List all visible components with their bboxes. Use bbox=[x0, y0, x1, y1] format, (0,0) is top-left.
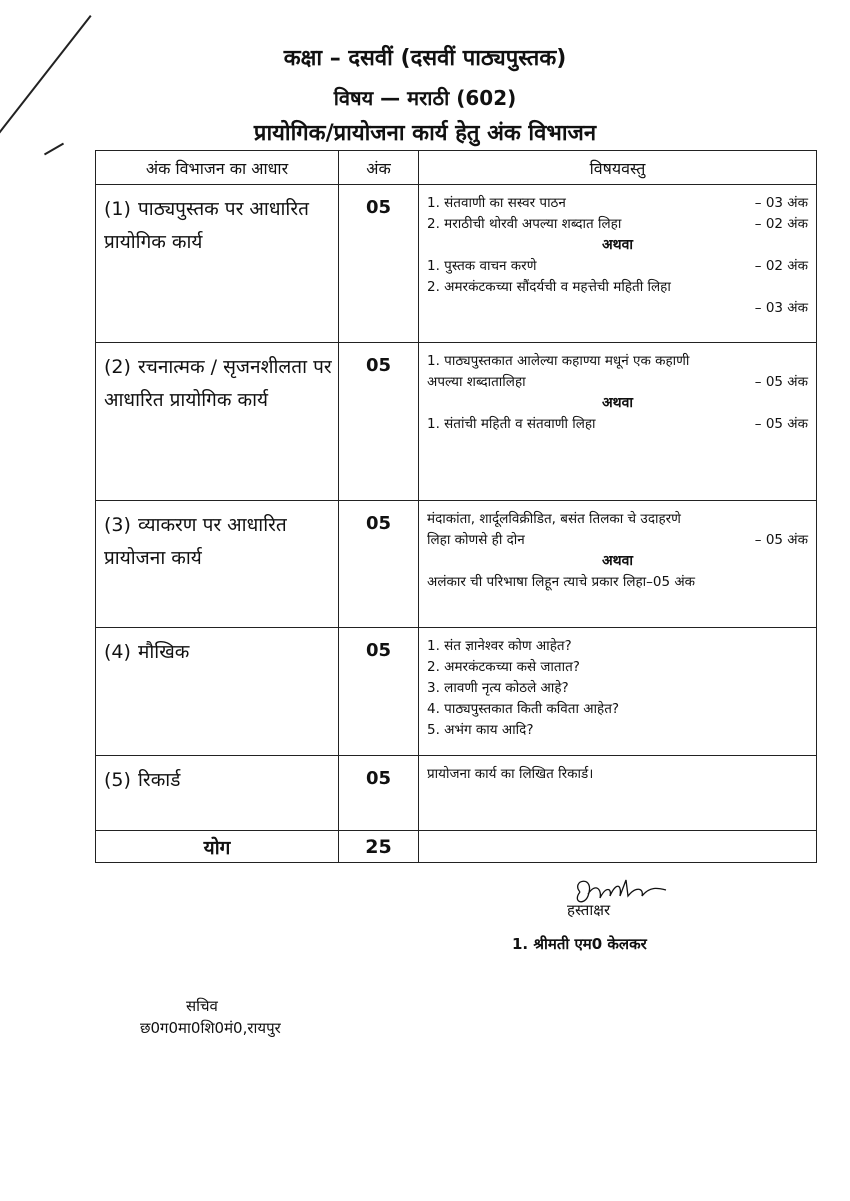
basis-text: रचनात्मक / सृजनशीलता पर आधारित प्रायोगिक कार्य bbox=[104, 356, 332, 412]
content-item bbox=[427, 509, 808, 530]
or-separator: अथवा bbox=[601, 395, 634, 412]
marks-cell: 05 bbox=[339, 755, 419, 830]
content-cell bbox=[419, 343, 817, 500]
basis-cell bbox=[96, 500, 339, 627]
content-item bbox=[427, 530, 808, 551]
item-text: मंदाकांता, शार्दूलविक्रीडित, बसंत तिलका चे उदाहरणे bbox=[427, 510, 681, 527]
item-marks bbox=[802, 764, 808, 785]
total-empty-cell bbox=[419, 831, 817, 863]
content-item bbox=[427, 256, 808, 277]
basis-text: पाठ्यपुस्तक पर आधारित प्रायोगिक कार्य bbox=[104, 198, 309, 253]
item-text: 4. पाठ्यपुस्तकात किती कविता आहेत? bbox=[427, 701, 620, 718]
item-text: लिहा कोणसे ही दोन bbox=[427, 531, 525, 548]
item-text: प्रायोजना कार्य का लिखित रिकार्ड। bbox=[427, 765, 594, 782]
content-item bbox=[427, 720, 808, 741]
table-row bbox=[96, 185, 817, 343]
signer-name: 1. श्रीमती एम0 केलकर bbox=[512, 935, 647, 953]
office-name: छ0ग0मा0शि0मं0,रायपुर bbox=[140, 1019, 281, 1037]
item-marks: – 05 अंक bbox=[754, 374, 808, 391]
row-number: (4) bbox=[104, 641, 131, 664]
column-header-marks: अंक bbox=[339, 151, 419, 185]
marks-distribution-table bbox=[95, 150, 817, 863]
total-label: योग bbox=[96, 831, 339, 863]
item-text: 1. संतांची महिती व संतवाणी लिहा bbox=[427, 416, 596, 433]
item-marks bbox=[802, 699, 808, 720]
basis-text: रिकार्ड bbox=[138, 768, 181, 791]
item-text: 5. अभंग काय आदि? bbox=[427, 722, 534, 739]
marks-cell: 05 bbox=[339, 500, 419, 627]
table-row bbox=[96, 755, 817, 830]
item-text: अपल्या शब्दातालिहा bbox=[427, 374, 526, 391]
item-marks bbox=[802, 636, 808, 657]
content-cell bbox=[419, 500, 817, 627]
row-number: (2) bbox=[104, 356, 131, 379]
item-marks bbox=[802, 572, 808, 593]
basis-text: मौखिक bbox=[138, 641, 190, 664]
item-text: 1. संत ज्ञानेश्वर कोण आहेत? bbox=[427, 638, 572, 655]
content-item bbox=[427, 414, 808, 435]
total-marks: 25 bbox=[339, 831, 419, 863]
marks-cell: 05 bbox=[339, 343, 419, 500]
table-row bbox=[96, 628, 817, 755]
basis-text: व्याकरण पर आधारित प्रायोजना कार्य bbox=[104, 513, 287, 569]
or-separator: अथवा bbox=[601, 552, 634, 569]
content-item bbox=[427, 636, 808, 657]
item-text: 1. पाठ्यपुस्तकात आलेल्या कहाण्या मधूनं एक कहाणी bbox=[427, 353, 690, 370]
basis-cell bbox=[96, 343, 339, 500]
item-text: 1. पुस्तक वाचन करणे bbox=[427, 258, 537, 274]
total-row bbox=[96, 831, 817, 863]
item-marks bbox=[802, 678, 808, 699]
content-item bbox=[427, 657, 808, 678]
content-item bbox=[427, 699, 808, 720]
item-text: 2. अमरकंटकच्या कसे जातात? bbox=[427, 659, 580, 676]
marks-cell: 05 bbox=[339, 185, 419, 343]
table-row bbox=[96, 343, 817, 500]
item-text: 2. अमरकंटकच्या सौंदर्यची व महत्तेची महिती लिहा bbox=[427, 279, 671, 295]
content-item bbox=[427, 372, 808, 393]
content-item bbox=[427, 764, 808, 785]
item-marks: – 02 अंक bbox=[754, 258, 808, 274]
content-item bbox=[427, 193, 808, 214]
secretary-label: सचिव bbox=[186, 997, 218, 1015]
item-text: अलंकार ची परिभाषा लिहून त्याचे प्रकार लिहा–05 अंक bbox=[427, 573, 696, 590]
item-text: 3. लावणी नृत्य कोठले आहे? bbox=[427, 680, 569, 697]
column-header-content: विषयवस्तु bbox=[419, 151, 817, 185]
row-number: (5) bbox=[104, 768, 131, 791]
basis-cell bbox=[96, 628, 339, 755]
item-marks: – 03 अंक bbox=[754, 300, 808, 316]
subject-line: विषय — मराठी (602) bbox=[333, 86, 517, 110]
item-marks: – 05 अंक bbox=[754, 531, 808, 548]
content-item bbox=[427, 678, 808, 699]
item-marks: – 02 अंक bbox=[754, 216, 808, 232]
table-row bbox=[96, 500, 817, 627]
item-marks: – 05 अंक bbox=[754, 416, 808, 433]
item-marks bbox=[802, 277, 808, 298]
item-marks: – 03 अंक bbox=[754, 195, 808, 211]
table-header-row bbox=[96, 151, 817, 185]
content-item bbox=[427, 214, 808, 235]
item-marks bbox=[802, 351, 808, 372]
content-cell bbox=[419, 628, 817, 755]
marks-division-heading: प्रायोगिक/प्रायोजना कार्य हेतु अंक विभाजन bbox=[253, 121, 597, 146]
basis-cell bbox=[96, 755, 339, 830]
row-number: (1) bbox=[104, 198, 131, 220]
content-cell bbox=[419, 185, 817, 343]
item-text: 1. संतवाणी का सस्वर पाठन bbox=[427, 195, 566, 211]
content-item bbox=[427, 351, 808, 372]
signature-label: हस्ताक्षर bbox=[567, 901, 611, 919]
column-header-basis: अंक विभाजन का आधार bbox=[96, 151, 339, 185]
content-item bbox=[427, 277, 808, 298]
item-marks bbox=[802, 509, 808, 530]
or-separator: अथवा bbox=[601, 237, 634, 253]
item-marks bbox=[802, 720, 808, 741]
item-text: 2. मराठीची थोरवी अपल्या शब्दात लिहा bbox=[427, 216, 622, 232]
basis-cell bbox=[96, 185, 339, 343]
row-number: (3) bbox=[104, 513, 131, 536]
marks-cell: 05 bbox=[339, 628, 419, 755]
content-cell bbox=[419, 755, 817, 830]
document-title: कक्षा – दसवीं (दसवीं पाठ्यपुस्तक) bbox=[283, 46, 567, 71]
item-marks bbox=[802, 657, 808, 678]
content-item bbox=[427, 572, 808, 593]
